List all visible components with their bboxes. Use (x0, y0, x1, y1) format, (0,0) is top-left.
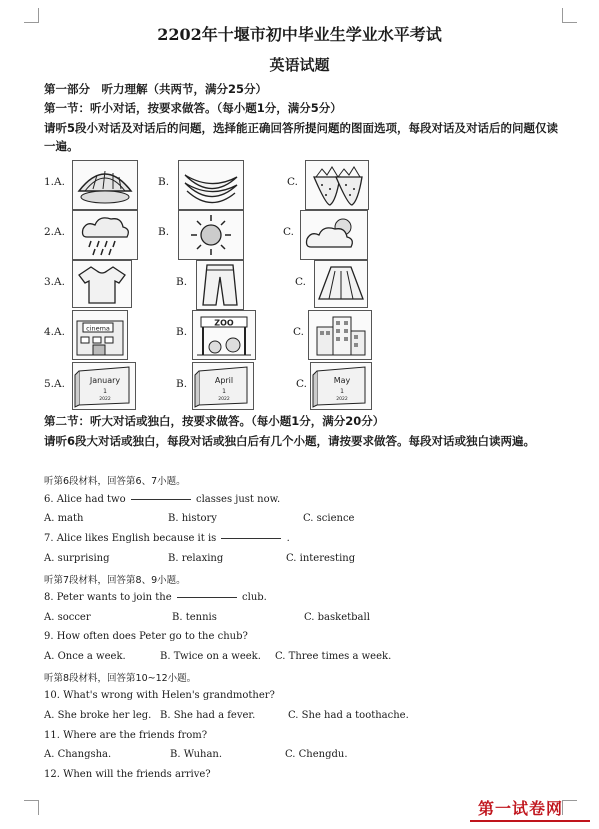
exam-subtitle: 英语试题 (269, 56, 330, 74)
option-label: C. (295, 276, 306, 288)
sun-icon (178, 210, 244, 260)
crop-mark (24, 8, 39, 23)
question-text: 10. What's wrong with Helen's grandmother? (44, 690, 275, 701)
calendar-day: 1 (340, 388, 344, 395)
cinema-icon (72, 310, 128, 360)
part-heading: 第一部分 听力理解（共两节，满分25分） (44, 82, 268, 96)
question-row (0, 210, 599, 260)
question-text: 7. Alice likes English because it is . (44, 533, 290, 544)
crop-mark (562, 800, 577, 815)
answer-option: A. math (44, 513, 84, 524)
answer-option: C. She had a toothache. (288, 710, 409, 721)
exam-title: 2202年十堰市初中毕业生学业水平考试 (157, 25, 442, 44)
answer-option: B. tennis (172, 612, 217, 623)
answer-option: B. history (168, 513, 217, 524)
answer-option: C. Three times a week. (275, 651, 392, 662)
section-heading: 第二节：听大对话或独白，按要求做答。（每小题1分，满分20分） (44, 414, 385, 428)
question-number: 2.A. (44, 226, 65, 238)
question-number: 1.A. (44, 176, 65, 188)
answer-option: A. soccer (44, 612, 91, 623)
answer-option: B. She had a fever. (160, 710, 256, 721)
listening-hint: 听第6段材料，回答第6、7小题。 (44, 476, 186, 487)
option-label: C. (296, 378, 307, 390)
option-label: B. (176, 378, 188, 390)
cinema-sign-text: cinema (86, 324, 110, 333)
rain-cloud-icon (72, 210, 138, 260)
answer-option: A. surprising (44, 553, 110, 564)
strawberry-icon (305, 160, 369, 210)
zoo-icon (192, 310, 256, 360)
question-text: 8. Peter wants to join the club. (44, 592, 267, 603)
calendar-month: May (333, 376, 351, 385)
answer-option: B. relaxing (168, 553, 224, 564)
option-label: B. (158, 176, 170, 188)
zoo-sign-text: ZOO (214, 318, 234, 328)
answer-option: C. Chengdu. (285, 749, 348, 760)
question-number: 4.A. (44, 326, 65, 338)
question-text: 12. When will the friends arrive? (44, 769, 211, 780)
answer-option: C. science (303, 513, 355, 524)
section-heading: 第一节：听小对话，按要求做答。（每小题1分，满分5分） (44, 101, 342, 115)
option-label: C. (283, 226, 294, 238)
question-number: 3.A. (44, 276, 65, 288)
question-row (0, 362, 599, 412)
option-label: C. (287, 176, 298, 188)
question-text: 6. Alice had two classes just now. (44, 494, 281, 505)
listening-hint: 听第7段材料，回答第8、9小题。 (44, 575, 186, 586)
calendar-icon (72, 362, 136, 410)
answer-option: B. Twice on a week. (160, 651, 261, 662)
answer-option: A. Once a week. (44, 651, 126, 662)
calendar-month: January (89, 376, 121, 385)
listening-hint: 听第8段材料，回答第10~12小题。 (44, 673, 197, 684)
option-label: B. (176, 276, 188, 288)
question-row (0, 160, 599, 210)
crop-mark (24, 800, 39, 815)
crop-mark (562, 8, 577, 23)
question-number: 5.A. (44, 378, 65, 390)
option-label: B. (158, 226, 170, 238)
calendar-year: 2022 (218, 397, 230, 402)
question-row (0, 260, 599, 310)
watermark-logo: 第一试卷网 (478, 799, 564, 818)
calendar-month: April (214, 376, 234, 385)
question-text: 11. Where are the friends from? (44, 730, 208, 741)
watermark-underline (470, 820, 590, 822)
answer-blank (131, 499, 191, 500)
option-label: B. (176, 326, 188, 338)
answer-blank (221, 538, 281, 539)
calendar-icon (192, 362, 254, 410)
calendar-year: 2022 (99, 397, 111, 402)
calendar-year: 2022 (336, 397, 348, 402)
building-icon (308, 310, 372, 360)
section-instructions: 请听5段小对话及对话后的问题，选择能正确回答所提问题的图面选项，每段对话及对话后的问题仅读一遍。 (44, 121, 558, 153)
answer-option: A. Changsha. (44, 749, 112, 760)
answer-blank (177, 597, 237, 598)
question-row (0, 310, 599, 360)
cloudy-icon (300, 210, 368, 260)
tshirt-icon (72, 260, 132, 308)
calendar-icon (310, 362, 372, 410)
question-text: 9. How often does Peter go to the chub? (44, 631, 248, 642)
option-label: C. (293, 326, 304, 338)
pants-icon (196, 260, 244, 310)
banana-icon (178, 160, 244, 210)
answer-option: C. basketball (304, 612, 370, 623)
answer-option: B. Wuhan. (170, 749, 223, 760)
skirt-icon (314, 260, 368, 308)
calendar-day: 1 (103, 388, 107, 395)
answer-option: C. interesting (286, 553, 356, 564)
watermelon-icon (72, 160, 138, 210)
calendar-day: 1 (222, 388, 226, 395)
answer-option: A. She broke her leg. (44, 710, 152, 721)
section-instructions: 请听6段大对话或独白，每段对话或独白后有几个小题，请按要求做答。每段对话或独白读两遍。 (44, 434, 535, 448)
